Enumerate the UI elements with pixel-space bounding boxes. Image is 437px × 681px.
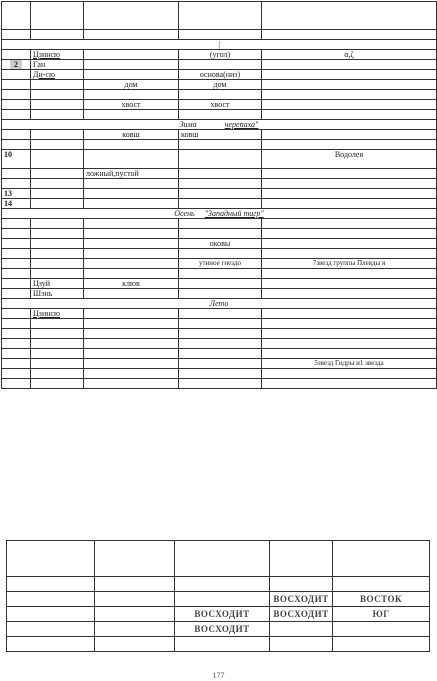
table-row: 2 Ган	[2, 60, 437, 70]
visibility-table	[6, 540, 430, 652]
table-row	[2, 110, 437, 120]
table-row: 13	[2, 189, 437, 199]
table-row: Цзинсю	[2, 309, 437, 319]
table-row: Шэнь	[2, 289, 437, 299]
table-row: Ди-сю основа(низ)	[2, 70, 437, 80]
section-row: Осень "Западный тигр"	[2, 209, 437, 219]
table-row: оковы	[2, 239, 437, 249]
table-row	[2, 379, 437, 389]
section-row: Лето	[2, 299, 437, 309]
table-row	[2, 140, 437, 150]
table-row: утиное гнездо 7звезд группы Плеяды я	[2, 259, 437, 269]
row-number-badge: 2	[10, 60, 22, 69]
table-row: Цзинсю (угол) α,ζ	[2, 50, 437, 60]
table-row	[2, 339, 437, 349]
table-row: 14	[2, 199, 437, 209]
table-row: 5звезд Гидры и1 звезда	[2, 359, 437, 369]
table-row: Цзуй клюв	[2, 279, 437, 289]
table-row	[2, 269, 437, 279]
table-row: хвост хвост	[2, 100, 437, 110]
table-row	[7, 577, 430, 592]
table-row	[2, 179, 437, 189]
table-header-row	[2, 2, 437, 30]
table-row	[2, 219, 437, 229]
table-row: 10 Водолея	[2, 150, 437, 169]
table-header-row	[7, 541, 430, 577]
table-row: ложный,пустой	[2, 169, 437, 179]
table-row	[2, 90, 437, 100]
table-row: ВОСХОДИТ	[7, 622, 430, 637]
table-row	[2, 229, 437, 239]
table-row	[2, 30, 437, 40]
constellation-table	[1, 1, 437, 389]
section-row: Зима черепаха"	[2, 120, 437, 130]
table-row	[7, 637, 430, 652]
table-row	[2, 349, 437, 359]
table-row	[2, 319, 437, 329]
table-row	[2, 249, 437, 259]
table-row	[2, 369, 437, 379]
table-row: дом дом	[2, 80, 437, 90]
page-number: 177	[212, 671, 225, 680]
table-row: ВОСХОДИТ ВОСТОК	[7, 592, 430, 607]
table-row: ковш ковш	[2, 130, 437, 140]
table-row	[2, 329, 437, 339]
table-row: ВОСХОДИТ ВОСХОДИТ ЮГ	[7, 607, 430, 622]
section-row: |	[2, 40, 437, 50]
